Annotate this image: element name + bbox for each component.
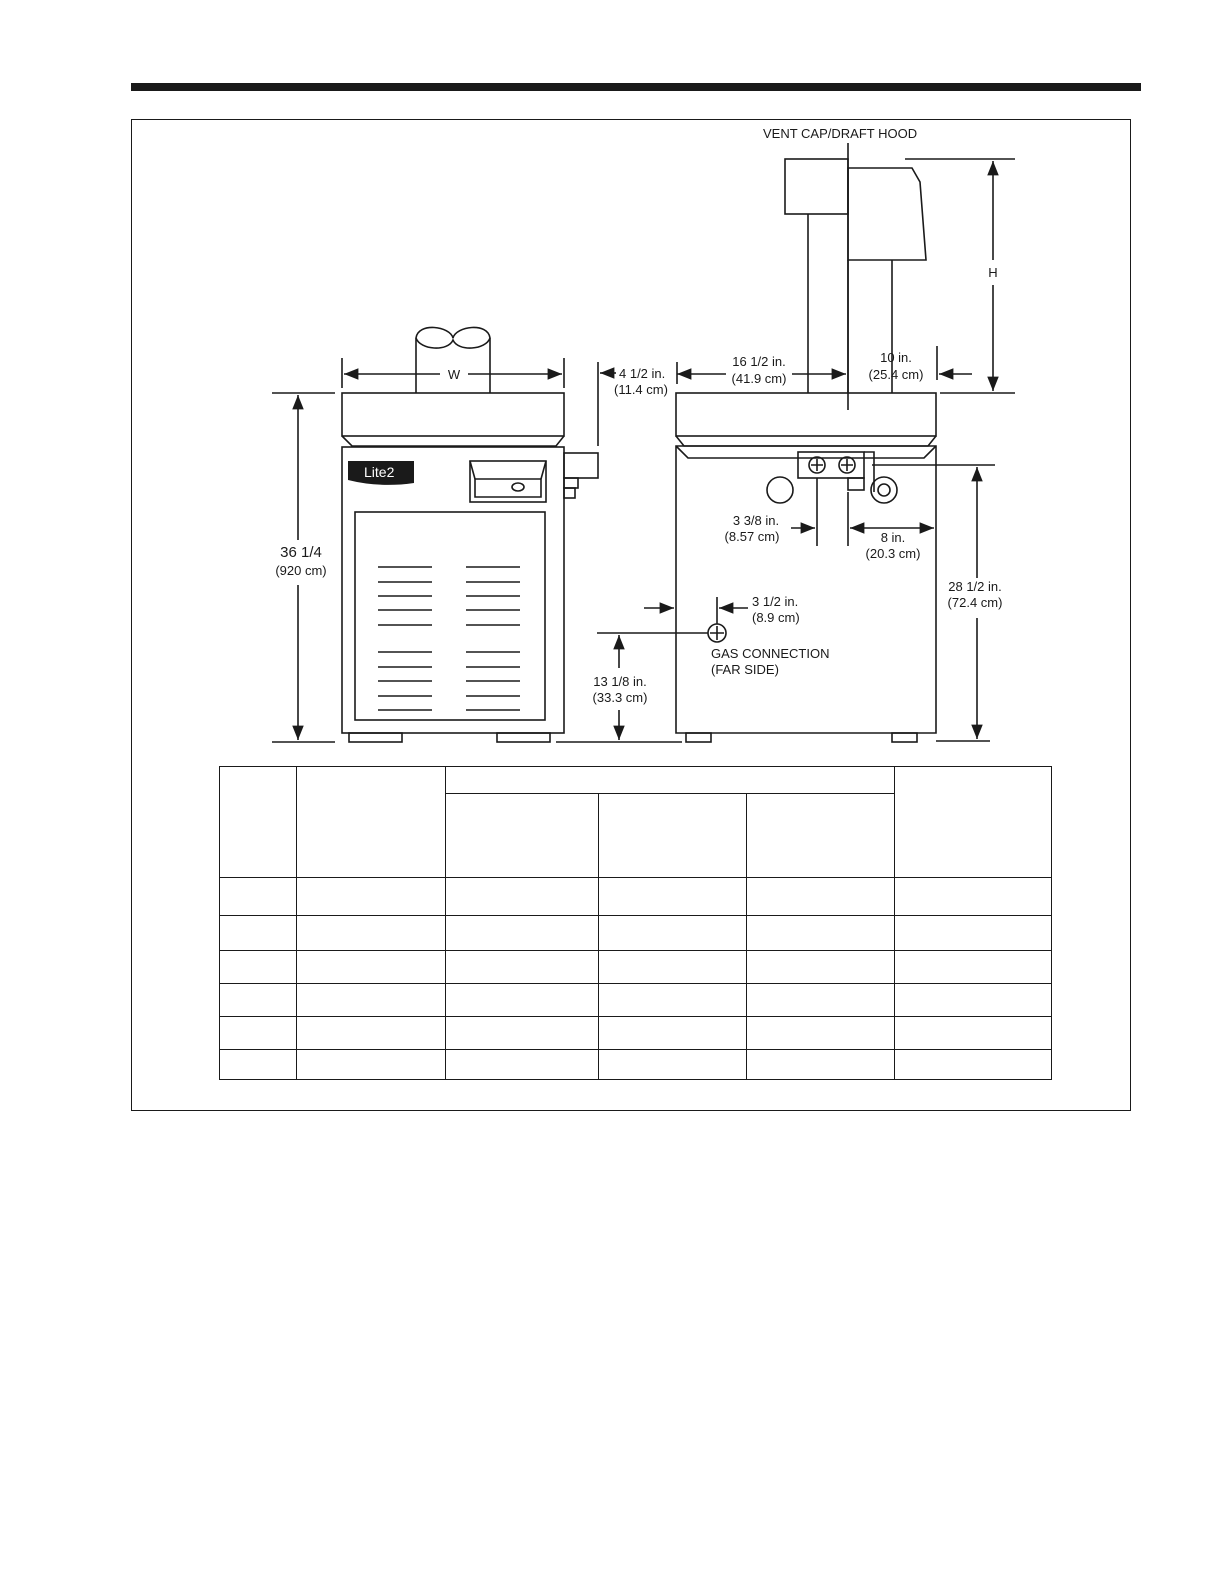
gas-offset-cm: (8.9 cm)	[752, 610, 800, 625]
table-row	[220, 878, 1052, 916]
table-cell	[297, 1017, 446, 1050]
table-cell	[297, 1050, 446, 1080]
table-subheader-cell	[747, 794, 895, 878]
table-subheader-cell	[446, 794, 599, 878]
table-cell	[895, 1017, 1052, 1050]
table-cell	[599, 916, 747, 951]
table-row	[220, 1017, 1052, 1050]
vent-offset-cm: (41.9 cm)	[731, 371, 787, 386]
width-label: W	[447, 367, 461, 382]
connection-offset-b-cm: (20.3 cm)	[865, 546, 921, 561]
table-cell	[747, 916, 895, 951]
table-cell	[747, 878, 895, 916]
connection-height-cm: (72.4 cm)	[947, 595, 1003, 610]
connection-offset-a-inches: 3 3/8 in.	[732, 513, 780, 528]
table-cell	[599, 878, 747, 916]
table-cell	[446, 951, 599, 984]
table-header-group-cell	[446, 767, 895, 794]
gas-offset-inches: 3 1/2 in.	[752, 594, 799, 609]
table-cell	[297, 878, 446, 916]
gas-height-inches: 13 1/8 in.	[593, 674, 647, 689]
connection-offset-b-inches: 8 in.	[880, 530, 906, 545]
table-row	[220, 1050, 1052, 1080]
table-cell	[895, 984, 1052, 1017]
table-cell	[599, 984, 747, 1017]
table-row	[220, 951, 1052, 984]
table-cell	[747, 984, 895, 1017]
lite2-logo: Lite2	[364, 464, 395, 480]
height-h-label: H	[988, 265, 998, 280]
table-row	[220, 916, 1052, 951]
side-clearance-cm: (11.4 cm)	[614, 382, 668, 397]
table-cell	[895, 951, 1052, 984]
table-cell	[220, 878, 297, 916]
side-clearance-inches: 4 1/2 in.	[619, 366, 666, 381]
table-cell	[220, 1017, 297, 1050]
table-subheader-cell	[599, 794, 747, 878]
vent-cap-label: VENT CAP/DRAFT HOOD	[763, 126, 918, 141]
gas-height-cm: (33.3 cm)	[592, 690, 648, 705]
table-cell	[599, 1050, 747, 1080]
table-header-cell	[895, 767, 1052, 878]
table-cell	[220, 951, 297, 984]
table-cell	[895, 1050, 1052, 1080]
vent-back-cm: (25.4 cm)	[868, 367, 924, 382]
dimensions-table	[219, 766, 1052, 1080]
table-header-row	[220, 767, 1052, 794]
overall-height-cm: (920 cm)	[275, 563, 327, 578]
table-cell	[446, 984, 599, 1017]
table-cell	[297, 951, 446, 984]
table-cell	[297, 916, 446, 951]
table-cell	[297, 984, 446, 1017]
connection-offset-a-cm: (8.57 cm)	[724, 529, 780, 544]
front-view-unit	[342, 327, 598, 742]
table-cell	[446, 1050, 599, 1080]
gas-connection-label: GAS CONNECTION	[711, 646, 830, 661]
table-header-cell	[297, 767, 446, 878]
table-cell	[220, 916, 297, 951]
table-cell	[220, 984, 297, 1017]
connection-height-inches: 28 1/2 in.	[948, 579, 1002, 594]
table-cell	[599, 1017, 747, 1050]
gas-connection-side-label: (FAR SIDE)	[711, 662, 779, 677]
table-cell	[747, 1017, 895, 1050]
table-cell	[895, 916, 1052, 951]
table-cell	[220, 1050, 297, 1080]
table-cell	[446, 1017, 599, 1050]
overall-height-inches: 36 1/4	[280, 544, 322, 561]
table-cell	[895, 878, 1052, 916]
table-cell	[747, 951, 895, 984]
table-header-cell	[220, 767, 297, 878]
vent-offset-inches: 16 1/2 in.	[732, 354, 786, 369]
table-row	[220, 984, 1052, 1017]
table-cell	[599, 951, 747, 984]
table-cell	[747, 1050, 895, 1080]
table-cell	[446, 878, 599, 916]
vent-back-inches: 10 in.	[880, 350, 912, 365]
table-cell	[446, 916, 599, 951]
